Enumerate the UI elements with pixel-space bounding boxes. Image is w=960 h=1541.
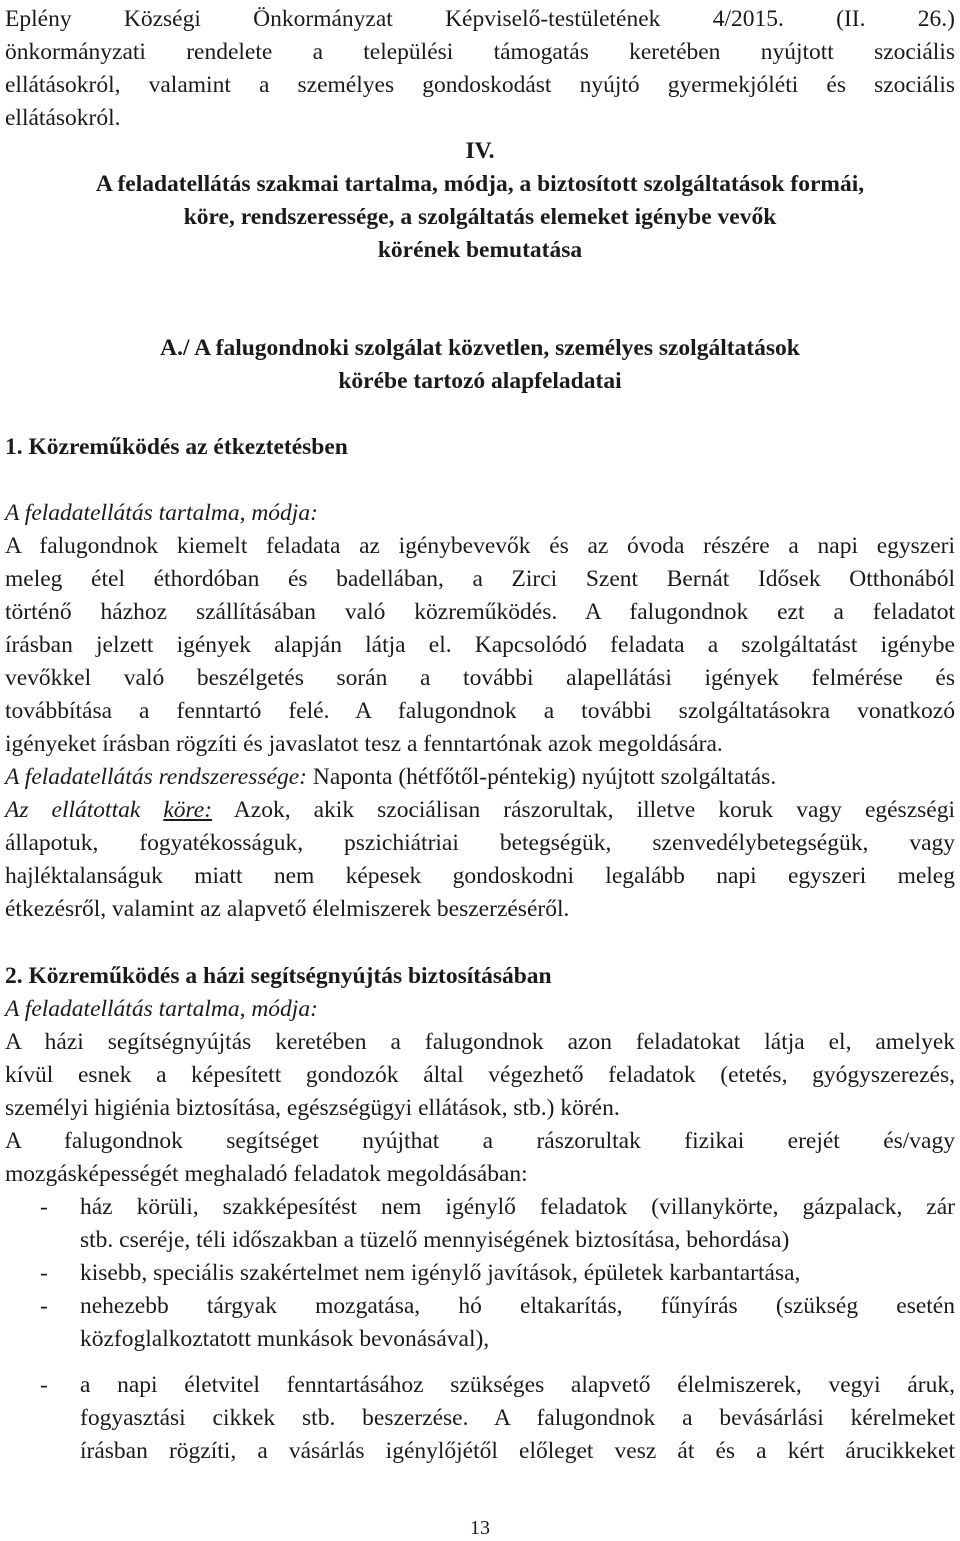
item2-body-line: kívül esnek a képesített gondozók által végezhető feladatok (etetés, gyógyszerezés, (5, 1062, 955, 1088)
section-a-title-line: körébe tartozó alapfeladatai (338, 368, 622, 394)
bullet-dash: - (40, 1293, 48, 1319)
item1-body-line: továbbítása a fenntartó felé. A falugondnok a további szolgáltatásokra vonatkozó (5, 698, 955, 724)
chapter-number: IV. (465, 138, 495, 164)
header-line: ellátásokról. (5, 105, 121, 131)
bullet-line: ház körüli, szakképesítést nem igénylő feladatok (villanykörte, gázpalack, zár (80, 1194, 955, 1220)
section-a-title-line: A./ A falugondnoki szolgálat közvetlen, személyes szolgáltatások (160, 335, 800, 361)
header-line: ellátásokról, valamint a személyes gondoskodást nyújtó gyermekjóléti és szociális (5, 72, 955, 98)
header-line: önkormányzati rendelete a települési támogatás keretében nyújtott szociális (5, 39, 955, 65)
item2-body-line: A falugondnok segítséget nyújthat a rászorultak fizikai erejét és/vagy (5, 1128, 955, 1154)
item2-body-line: mozgásképességét meghaladó feladatok megoldásában: (5, 1161, 528, 1187)
bullet-line: fogyasztási cikkek stb. beszerzése. A falugondnok a bevásárlási kérelmeket (80, 1405, 955, 1431)
chapter-title-line: köre, rendszeressége, a szolgáltatás elemeket igénybe vevők (183, 204, 777, 230)
item1-circle-first: Azok, akik szociálisan rászorultak, illetve koruk vagy egészségi (212, 797, 955, 823)
item1-content-label: A feladatellátás tartalma, módja: (5, 500, 318, 526)
item1-circle-line (5, 794, 955, 827)
item2-content-label: A feladatellátás tartalma, módja: (5, 996, 318, 1022)
item1-circle-body-line: hajléktalanságuk miatt nem képesek gondoskodni legalább napi egyszeri meleg (5, 863, 955, 889)
item1-body-line: vevőkkel való beszélgetés során a további alapellátási igények felmérése és (5, 665, 955, 691)
bullet-line: a napi életvitel fenntartásához szükséges alapvető élelmiszerek, vegyi áruk, (80, 1372, 955, 1398)
bullet-line: kisebb, speciális szakértelmet nem igénylő javítások, épületek karbantartása, (80, 1260, 801, 1286)
bullet-dash: - (40, 1260, 48, 1286)
chapter-title-line: körének bemutatása (377, 237, 583, 263)
item1-regularity-text: Naponta (hétfőtől-péntekig) nyújtott szolgáltatás. (306, 764, 777, 790)
item1-regularity-line (5, 761, 955, 794)
item1-circle-label: Az ellátottak köre: (5, 797, 213, 823)
page-number: 13 (470, 1517, 490, 1539)
item1-body-line: igényeket írásban rögzíti és javaslatot tesz a fenntartónak azok megoldására. (5, 731, 723, 757)
item1-body-line: történő házhoz szállításában való közreműködés. A falugondnok ezt a feladatot (5, 599, 955, 625)
bullet-line: nehezebb tárgyak mozgatása, hó eltakarítás, fűnyírás (szükség esetén (80, 1293, 955, 1319)
chapter-title-line: A feladatellátás szakmai tartalma, módja, a biztosított szolgáltatások formái, (95, 171, 865, 197)
bullet-dash: - (40, 1194, 48, 1220)
item1-heading: 1. Közreműködés az étkeztetésben (5, 434, 348, 460)
item1-circle-body-line: állapotuk, fogyatékosságuk, pszichiátriai betegségük, szenvedélybetegségük, vagy (5, 830, 955, 856)
bullet-dash: - (40, 1372, 48, 1398)
item1-body-line: meleg étel éthordóban és badellában, a Zirci Szent Bernát Idősek Otthonából (5, 566, 955, 592)
bullet-line: írásban rögzíti, a vásárlás igénylőjétől előleget vesz át és a kért árucikkeket (80, 1438, 955, 1464)
item1-circle-body-line: étkezésről, valamint az alapvető élelmiszerek beszerzéséről. (5, 896, 570, 922)
item2-body-line: személyi higiénia biztosítása, egészségügyi ellátások, stb.) körén. (5, 1095, 620, 1121)
header-line: Eplény Községi Önkormányzat Képviselő-testületének 4/2015. (II. 26.) (5, 6, 955, 32)
item1-regularity-label: A feladatellátás rendszeressége: (5, 764, 307, 790)
bullet-line: közfoglalkoztatott munkások bevonásával), (80, 1326, 490, 1352)
item2-body-line: A házi segítségnyújtás keretében a falugondnok azon feladatokat látja el, amelyek (5, 1029, 955, 1055)
bullet-line: stb. cseréje, téli időszakban a tüzelő mennyiségének biztosítása, behordása) (80, 1227, 790, 1253)
item1-body-line: A falugondnok kiemelt feladata az igénybevevők és az óvoda részére a napi egyszeri (5, 533, 955, 559)
item2-heading: 2. Közreműködés a házi segítségnyújtás biztosításában (5, 963, 552, 989)
item1-body-line: írásban jelzett igények alapján látja el. Kapcsolódó feladata a szolgáltatást igénybe (5, 632, 955, 658)
